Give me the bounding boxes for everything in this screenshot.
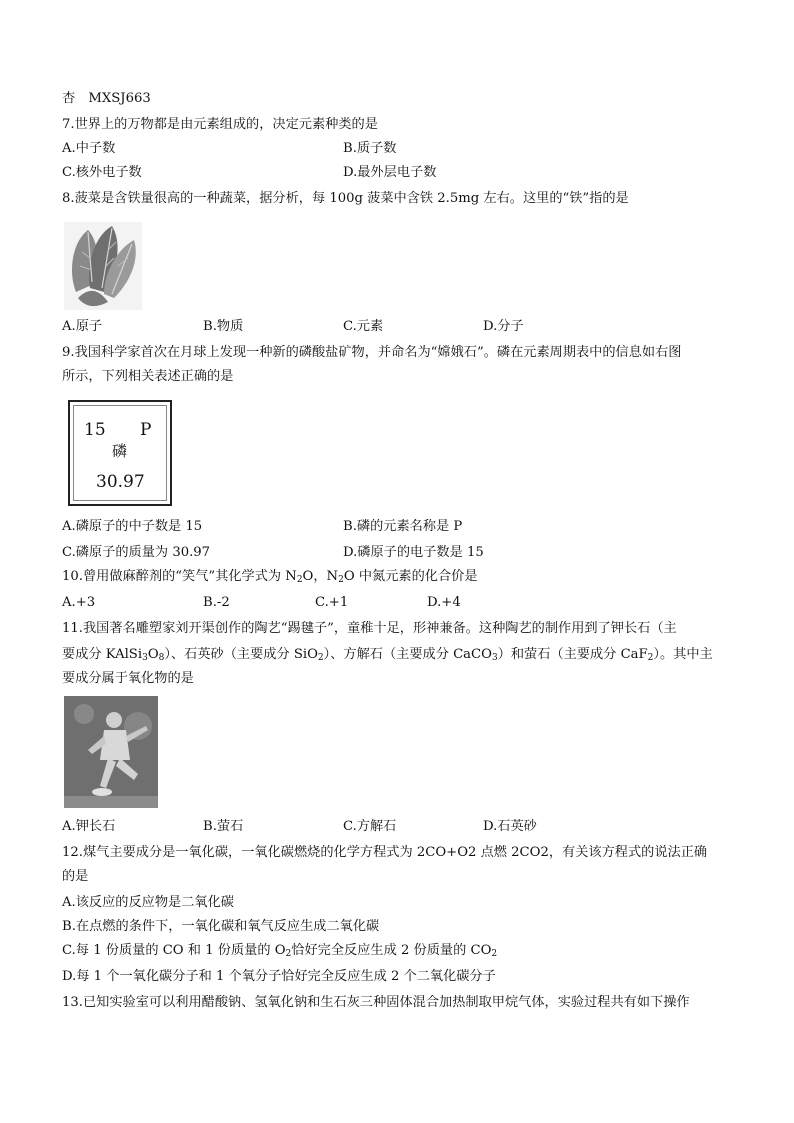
q7-option-a: A.中子数 — [62, 141, 116, 156]
q8-option-a: A.原子 — [62, 319, 103, 334]
q11-option-b: B.萤石 — [203, 819, 244, 834]
q8-option-c: C.元素 — [343, 319, 384, 334]
q12-option-b: B.在点燃的条件下，一氧化碳和氧气反应生成二氧化碳 — [62, 919, 380, 934]
atomic-mass: 30.97 — [96, 472, 145, 492]
q11-line2: 要成分 $KAlSi_3O_8$）、石英砂（主要成分 SiO$_2$）、方解石（主要成分 CaCO$_3$）和萤石（主要成分 CaF$_2$）。其中主 — [62, 647, 713, 663]
q7-option-b: B.质子数 — [343, 141, 397, 156]
spinach-image — [64, 222, 142, 310]
q11-line3: 要成分属于氧化物的是 — [62, 671, 194, 686]
q11-option-c: C.方解石 — [343, 819, 397, 834]
q12-line2: 的是 — [62, 869, 89, 884]
q10-option-b: B.-2 — [203, 595, 230, 610]
q9-option-a: A.磷原子的中子数是 15 — [62, 519, 203, 534]
q12-option-a: A.该反应的反应物是二氧化碳 — [62, 895, 234, 910]
q11-option-d: D.石英砂 — [483, 819, 537, 834]
q10-option-a: A.+3 — [62, 595, 96, 610]
q7-option-c: C.核外电子数 — [62, 165, 142, 180]
q10-option-c: C.+1 — [315, 595, 349, 610]
q13-line1: 13.已知实验室可以利用醋酸钠、氢氧化钠和生石灰三种固体混合加热制取甲烷气体，实验过程共有如下操作 — [62, 995, 690, 1010]
q9-option-c: C.磷原子的质量为 30.97 — [62, 545, 211, 560]
sculpture-image — [64, 696, 158, 808]
header-code: 杏 MXSJ663 — [62, 91, 151, 106]
element-symbol: P — [140, 420, 152, 440]
q10-option-d: D.+4 — [427, 595, 461, 610]
q12-option-d: D.每 1 个一氧化碳分子和 1 个氧分子恰好完全反应生成 2 个二氧化碳分子 — [62, 969, 496, 984]
element-name: 磷 — [112, 442, 128, 460]
q12-option-c: C.每 1 份质量的 CO 和 1 份质量的 $O_2$恰好完全反应生成 2 份质量的 $CO_2$ — [62, 943, 498, 959]
q8-stem: 8.菠菜是含铁量很高的一种蔬菜，据分析，每 100g 菠菜中含铁 2.5mg 左右。这里的“铁”指的是 — [62, 191, 629, 206]
q9-option-b: B.磷的元素名称是 P — [343, 519, 463, 534]
q8-option-b: B.物质 — [203, 319, 244, 334]
q9-stem-line1: 9.我国科学家首次在月球上发现一种新的磷酸盐矿物，并命名为“嫦娥石”。磷在元素周期表中的信息如右图 — [62, 345, 682, 360]
q8-option-d: D.分子 — [483, 319, 524, 334]
q7-stem: 7.世界上的万物都是由元素组成的，决定元素种类的是 — [62, 117, 378, 132]
q11-line1: 11.我国著名雕塑家刘开渠创作的陶艺“踢毽子”，童稚十足，形神兼备。这种陶艺的制作用到了钾长石（主 — [62, 621, 677, 636]
q11-option-a: A.钾长石 — [62, 819, 116, 834]
q12-line1: 12.煤气主要成分是一氧化碳，一氧化碳燃烧的化学方程式为 2CO+O2 点燃 2CO2，有关该方程式的说法正确 — [62, 845, 708, 860]
atomic-number: 15 — [84, 420, 106, 440]
q9-stem-line2: 所示，下列相关表述正确的是 — [62, 369, 234, 384]
q10-stem: 10.曾用做麻醉剂的“笑气”其化学式为 $N_2O$，$N_2O$ 中氮元素的化合价是 — [62, 569, 478, 585]
q9-option-d: D.磷原子的电子数是 15 — [343, 545, 484, 560]
q7-option-d: D.最外层电子数 — [343, 165, 437, 180]
periodic-table-cell — [68, 400, 172, 506]
